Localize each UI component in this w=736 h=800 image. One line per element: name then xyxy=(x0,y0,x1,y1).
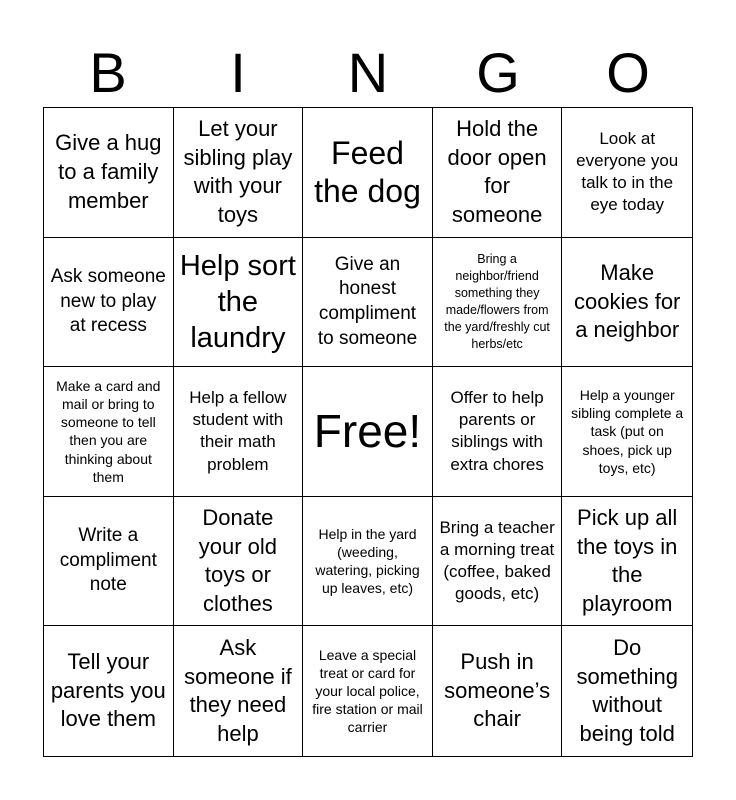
bingo-cell[interactable] xyxy=(44,108,174,238)
bingo-cell[interactable] xyxy=(44,497,174,627)
bingo-cell[interactable] xyxy=(44,238,174,368)
bingo-cell[interactable] xyxy=(433,497,563,627)
header-letter-n: N xyxy=(347,41,389,104)
bingo-cell-text: Ask someone if they need help xyxy=(184,635,292,746)
bingo-cell[interactable] xyxy=(174,497,304,627)
bingo-cell-text: Offer to help parents or siblings with extra chores xyxy=(450,388,544,474)
bingo-cell-text: Ask someone new to play at recess xyxy=(50,265,166,337)
header-letter-b: B xyxy=(89,41,127,104)
bingo-cell[interactable] xyxy=(44,626,174,756)
bingo-board xyxy=(43,107,693,757)
bingo-cell[interactable] xyxy=(303,626,433,756)
bingo-cell[interactable] xyxy=(433,108,563,238)
bingo-cell-text: Give an honest compliment to someone xyxy=(317,253,418,349)
header-letter-i: I xyxy=(230,41,246,104)
bingo-cell[interactable] xyxy=(303,497,433,627)
bingo-cell-text: Look at everyone you talk to in the eye today xyxy=(576,129,679,215)
free-space-text: Free! xyxy=(313,405,422,458)
bingo-cell[interactable] xyxy=(174,238,304,368)
bingo-cell[interactable] xyxy=(44,367,174,497)
bingo-cell-text: Help in the yard (weeding, watering, picking up leaves, etc) xyxy=(315,525,420,597)
bingo-cell-text: Hold the door open for someone xyxy=(447,116,547,227)
bingo-cell-text: Help a fellow student with their math problem xyxy=(189,388,287,474)
bingo-cell-text: Help a younger sibling complete a task (put on shoes, pick up toys, etc) xyxy=(571,387,684,476)
bingo-cell[interactable] xyxy=(562,238,692,368)
bingo-cell-text: Make a card and mail or bring to someone to tell then you are thinking about them xyxy=(56,377,161,485)
bingo-cell[interactable] xyxy=(562,367,692,497)
bingo-cell[interactable] xyxy=(303,238,433,368)
bingo-cell[interactable] xyxy=(303,108,433,238)
bingo-cell-text: Let your sibling play with your toys xyxy=(183,116,293,227)
bingo-cell-text: Bring a neighbor/friend something they made/flowers from the yard/freshly cut herbs/etc xyxy=(444,252,550,351)
bingo-cell-text: Write a compliment note xyxy=(59,525,157,596)
bingo-header xyxy=(43,40,693,106)
bingo-cell-text: Help sort the laundry xyxy=(179,249,296,355)
bingo-cell[interactable] xyxy=(562,108,692,238)
bingo-cell[interactable] xyxy=(562,626,692,756)
bingo-cell-text: Give a hug to a family member xyxy=(55,130,162,213)
bingo-cell-text: Donate your old toys or clothes xyxy=(198,504,278,616)
bingo-cell[interactable] xyxy=(433,238,563,368)
header-letter-o: O xyxy=(606,41,650,104)
bingo-cell-text: Push in someone’s chair xyxy=(444,649,551,732)
bingo-cell[interactable] xyxy=(433,626,563,756)
bingo-cell[interactable] xyxy=(174,108,304,238)
bingo-cell-text: Make cookies for a neighbor xyxy=(574,260,681,343)
bingo-cell[interactable] xyxy=(562,497,692,627)
bingo-cell[interactable] xyxy=(174,367,304,497)
bingo-cell-text: Do something without being told xyxy=(576,635,678,746)
bingo-cell-text: Pick up all the toys in the playroom xyxy=(577,504,678,616)
free-space-cell[interactable] xyxy=(303,367,433,497)
header-letter-g: G xyxy=(476,41,520,104)
bingo-cell[interactable] xyxy=(433,367,563,497)
bingo-cell[interactable] xyxy=(174,626,304,756)
bingo-cell-text: Tell your parents you love them xyxy=(50,649,166,732)
bingo-cell-text: Feed the dog xyxy=(314,134,421,210)
bingo-cell-text: Leave a special treat or card for your local police, fire station or mail carrier xyxy=(312,646,423,736)
bingo-cell-text: Bring a teacher a morning treat (coffee, baked goods, etc) xyxy=(439,517,555,604)
